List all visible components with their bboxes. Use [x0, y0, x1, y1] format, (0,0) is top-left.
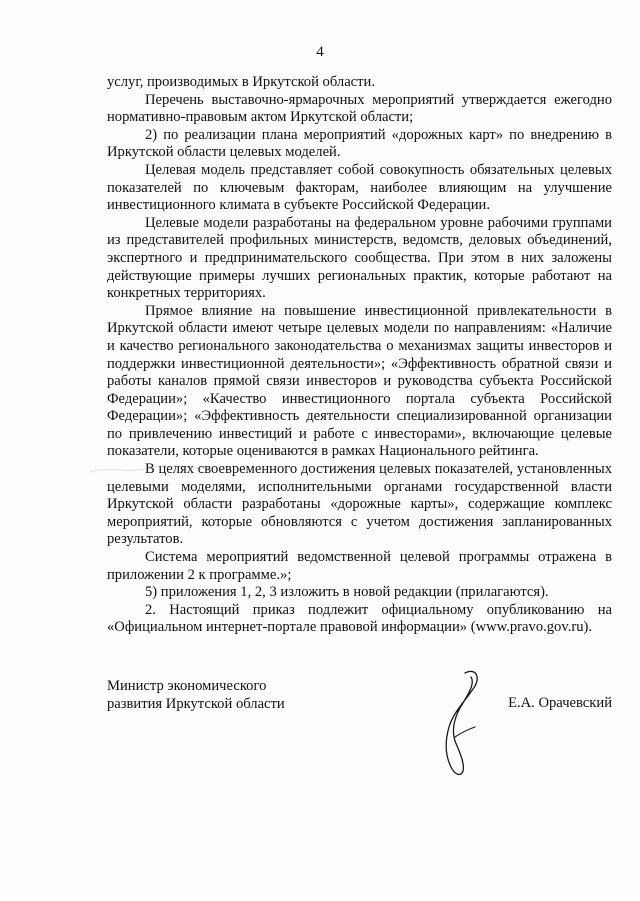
paragraph-7: В целях своевременного достижения целевых показателей, установленных целевыми моделями, исполнительными органами государственной власти Иркутской области разработаны «дорожные карты», содержащие комплекс мероприятий, которые обновляются с учетом достижения запланированных результатов. [107, 461, 612, 548]
paragraph-3: 2) по реализации плана мероприятий «дорожных карт» по внедрению в Иркутской области целевых моделей. [107, 126, 612, 161]
paragraph-2: Перечень выставочно-ярмарочных мероприятий утверждается ежегодно нормативно-правовым актом Иркутской области; [107, 91, 612, 126]
signatory-name: Е.А. Орачевский [508, 695, 612, 711]
signature-block [107, 677, 612, 797]
paragraph-9: 5) приложения 1, 2, 3 изложить в новой редакции (прилагаются). [145, 584, 549, 601]
page-number: 4 [316, 44, 324, 60]
handwritten-signature [425, 667, 485, 787]
body-text [107, 74, 612, 637]
paragraph-1: услуг, производимых в Иркутской области. [107, 74, 375, 90]
paragraph-6: Прямое влияние на повышение инвестиционной привлекательности в Иркутской области имеют четыре целевых модели по направлениям: «Наличие и качество регионального законодательства о механизмах защиты инвесторов и поддержки инвестиционной деятельности»; «Эффективность обратной связи и работы каналов прямой связи инвесторов и руководства субъекта Российской Федерации»; «Качество инвестиционного портала субъекта Российской Федерации»; «Эффективность деятельности специализированной организации по привлечению инвестиций и работе с инвесторами», включающие целевые показатели, которые оцениваются в рамках Национального рейтинга. [107, 302, 612, 460]
signatory-title [107, 677, 285, 713]
faint-stamp-mark [88, 460, 228, 478]
signatory-title-line-1: Министр экономического [107, 678, 267, 694]
paragraph-10: 2. Настоящий приказ подлежит официальному опубликованию на «Официальном интернет-портале правовой информации» (www.pravo.gov.ru). [107, 601, 612, 636]
paragraph-5: Целевые модели разработаны на федеральном уровне рабочими группами из представителей профильных министерств, ведомств, деловых объединений, экспертного и предпринимательского сообщества. При этом в них заложены действующие примеры лучших региональных практик, которые работают на конкретных территориях. [107, 214, 612, 302]
signatory-title-line-2: развития Иркутской области [107, 696, 285, 712]
paragraph-8: Система мероприятий ведомственной целевой программы отражена в приложении 2 к программе.»; [107, 549, 612, 583]
paragraph-4: Целевая модель представляет собой совокупность обязательных целевых показателей по ключевым факторам, наиболее влияющим на улучшение инвестиционного климата в субъекте Российской Федерации. [107, 161, 612, 214]
